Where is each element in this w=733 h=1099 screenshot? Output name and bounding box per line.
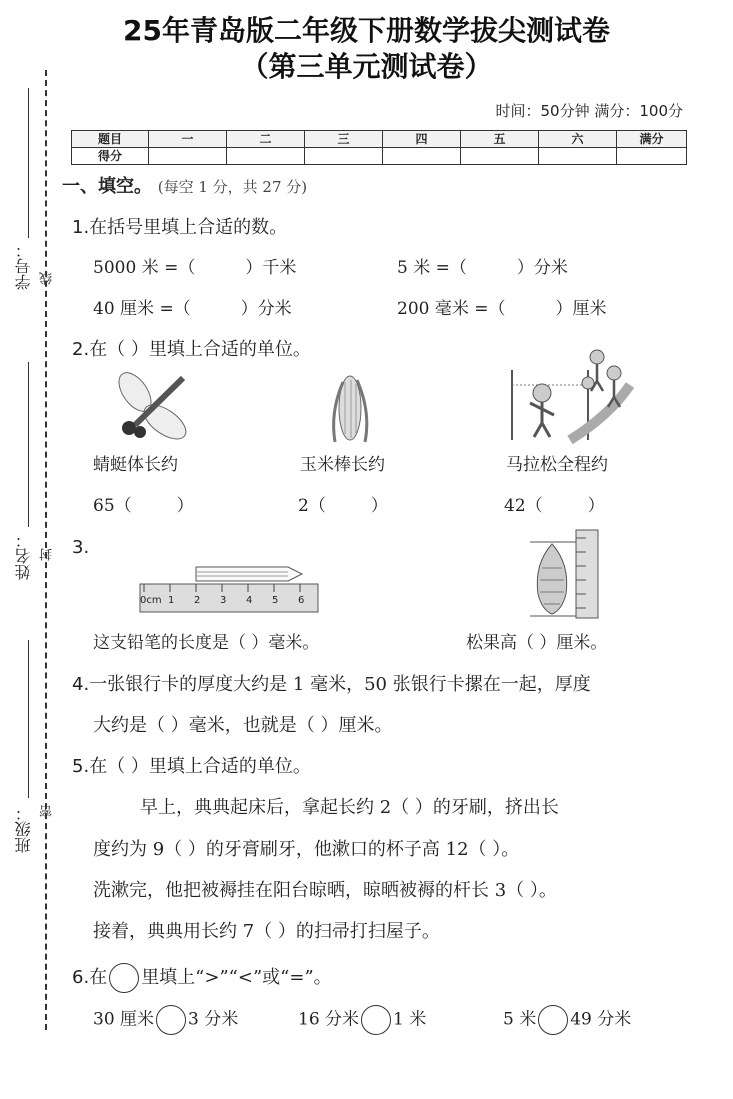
table-header-cell: 三 (305, 131, 383, 148)
question-6 (72, 963, 332, 993)
item-right: 49 分米 (570, 1009, 632, 1030)
q2-answer-3 (504, 494, 605, 518)
pine-cone-ruler-image (528, 528, 603, 620)
table-row-label: 得分 (72, 148, 149, 165)
margin-mark-seal: 封 (40, 548, 55, 561)
table-header-cell: 二 (227, 131, 305, 148)
question-text: 在（ ）里填上合适的单位。 (89, 756, 311, 777)
q1-item-3 (93, 297, 292, 321)
page-title: 25年青岛版二年级下册数学拔尖测试卷 (123, 14, 610, 47)
q2-caption-marathon: 马拉松全程约 (506, 455, 608, 475)
item-left: 5000 米 =（ (93, 258, 196, 278)
section-note: (每空 1 分，共 27 分) (157, 178, 308, 196)
q2-caption-dragonfly: 蜻蜓体长约 (93, 455, 178, 475)
q3-cone-text: 松果高（ ）厘米。 (466, 633, 608, 653)
ruler-tick-label: 1 (168, 595, 175, 606)
time-info: 时间：50分钟 满分：100分 (495, 102, 683, 120)
question-number: 2. (72, 339, 90, 360)
table-header-cell: 满分 (617, 131, 687, 148)
score-table-score-row (72, 148, 687, 165)
q5-line-4: 接着，典典用长约 7（ ）的扫帚打扫屋子。 (93, 921, 440, 942)
item-left: 30 厘米 (93, 1009, 155, 1030)
q6-item-2 (298, 1005, 426, 1035)
item-right: ）厘米 (555, 299, 607, 319)
q5-line-3: 洗漱完，他把被褥挂在阳台晾晒，晾晒被褥的杆长 3（ ）。 (93, 880, 557, 901)
name-line (28, 362, 29, 527)
ruler-tick-label: 6 (298, 595, 305, 606)
student-id-line (28, 88, 29, 238)
score-cell[interactable] (539, 148, 617, 165)
q6-item-3 (503, 1005, 631, 1035)
table-header-cell: 五 (461, 131, 539, 148)
compare-circle-example (109, 963, 139, 993)
q2-answer-1 (93, 494, 194, 518)
question-number: 5. (72, 756, 90, 777)
score-cell[interactable] (617, 148, 687, 165)
item-left: 200 毫米 =（ (397, 299, 506, 319)
score-table-header-row (72, 131, 687, 148)
q3-pencil-text: 这支铅笔的长度是（ ）毫米。 (93, 633, 320, 653)
table-header-cell: 六 (539, 131, 617, 148)
question-1 (72, 216, 287, 240)
question-text: 在括号里填上合适的数。 (89, 217, 288, 238)
item-right: 1 米 (393, 1009, 427, 1030)
question-5 (72, 755, 311, 779)
value-prefix: 42（ (504, 496, 543, 516)
question-3-number: 3. (72, 537, 90, 558)
ruler-tick-label: 4 (246, 595, 253, 606)
score-cell[interactable] (227, 148, 305, 165)
margin-mark-line: 线 (40, 272, 55, 285)
compare-circle[interactable] (538, 1005, 568, 1035)
table-header-cell: 四 (383, 131, 461, 148)
score-cell[interactable] (149, 148, 227, 165)
section-heading (62, 175, 307, 199)
ruler-tick-label: 2 (194, 595, 201, 606)
marathon-runners-image (500, 345, 635, 445)
question-text: 一张银行卡的厚度大约是 1 毫米，50 张银行卡摞在一起，厚度 (89, 674, 591, 695)
score-table (71, 130, 687, 165)
section-title: 一、填空。 (62, 176, 152, 197)
score-cell[interactable] (461, 148, 539, 165)
q4-line-2: 大约是（ ）毫米，也就是（ ）厘米。 (93, 715, 393, 736)
q1-item-2 (397, 256, 568, 280)
question-number: 1. (72, 217, 90, 238)
value-suffix: ） (587, 496, 605, 516)
corn-image (325, 372, 380, 444)
ruler-tick-label: 3 (220, 595, 227, 606)
q1-item-4 (397, 297, 607, 321)
q5-line-1: 早上，典典起床后，拿起长约 2（ ）的牙刷，挤出长 (140, 797, 559, 818)
q6-item-1 (93, 1005, 238, 1035)
ruler-tick-label: 5 (272, 595, 279, 606)
question-number: 4. (72, 674, 90, 695)
compare-circle[interactable] (156, 1005, 186, 1035)
question-4 (72, 673, 591, 697)
q2-answer-2 (298, 494, 388, 518)
item-right: ）分米 (240, 299, 292, 319)
dragonfly-image (105, 370, 195, 445)
value-suffix: ） (370, 496, 388, 516)
class-line (28, 640, 29, 798)
item-left: 5 米 (503, 1009, 537, 1030)
question-2 (72, 338, 311, 362)
question-text-b: 里填上“>”“<”或“=”。 (141, 967, 332, 988)
score-cell[interactable] (305, 148, 383, 165)
page-subtitle: （第三单元测试卷） (240, 50, 493, 83)
compare-circle[interactable] (361, 1005, 391, 1035)
value-suffix: ） (176, 496, 194, 516)
item-left: 5 米 =（ (397, 258, 467, 278)
item-left: 16 分米 (298, 1009, 360, 1030)
q1-item-1 (93, 256, 296, 280)
item-right: ）千米 (245, 258, 297, 278)
question-text: 在（ ）里填上合适的单位。 (89, 339, 311, 360)
item-right: ）分米 (516, 258, 568, 278)
question-text-a: 在 (89, 967, 108, 988)
student-id-label: 学号： (14, 242, 33, 290)
question-number: 6. (72, 967, 90, 988)
ruler-tick-label: 0cm (140, 595, 162, 606)
ruler-ticks (140, 595, 320, 609)
name-label: 姓名： (14, 532, 33, 580)
table-header-cell: 一 (149, 131, 227, 148)
margin-mark-secret: 密 (40, 805, 55, 818)
item-left: 40 厘米 =（ (93, 299, 191, 319)
table-header-cell: 题目 (72, 131, 149, 148)
item-right: 3 分米 (188, 1009, 239, 1030)
q5-line-2: 度约为 9（ ）的牙膏刷牙，他漱口的杯子高 12（ ）。 (93, 839, 520, 860)
score-cell[interactable] (383, 148, 461, 165)
value-prefix: 2（ (298, 496, 326, 516)
value-prefix: 65（ (93, 496, 132, 516)
class-label: 班级： (14, 805, 33, 853)
q2-caption-corn: 玉米棒长约 (300, 455, 385, 475)
